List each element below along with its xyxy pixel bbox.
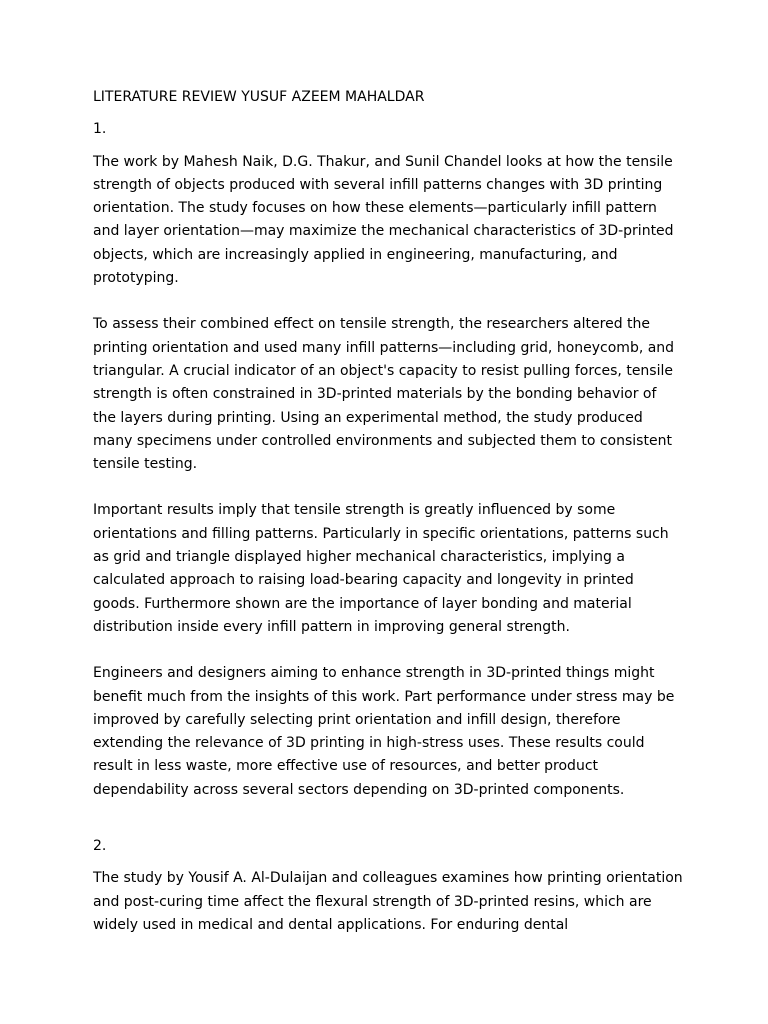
- paragraph: To assess their combined effect on tensile strength, the researchers altered the printing orientation and used many infill patterns—including grid, honeycomb, and triangular. A crucial indicator of an object's capacity to resist pulling forces, tensile strength is often constrained in 3D-printed materials by the bonding behavior of the layers during printing. Using an experimental method, the study produced many specimens under controlled environments and subjected them to consistent tensile testing.: [93, 316, 675, 473]
- paragraph: The study by Yousif A. Al-Dulaijan and colleagues examines how printing orientation and post-curing time affect the flexural strength of 3D-printed resins, which are widely used in medical and dental applications. For enduring dental: [93, 870, 683, 933]
- section-number: 2.: [93, 838, 107, 855]
- paragraph: Engineers and designers aiming to enhance strength in 3D-printed things might benefit much from the insights of this work. Part performance under stress may be improved by carefully selecting print orientation and infill design, therefore extending the relevance of 3D printing in high-stress uses. These results could result in less waste, more effective use of resources, and better product dependability across several sectors depending on 3D-printed components.: [93, 665, 675, 798]
- document-title: LITERATURE REVIEW YUSUF AZEEM MAHALDAR: [93, 89, 425, 105]
- paragraph: The work by Mahesh Naik, D.G. Thakur, and Sunil Chandel looks at how the tensile strength of objects produced with several infill patterns changes with 3D printing orientation. The study focuses on how these elements—particularly infill pattern and layer orientation—may maximize the mechanical characteristics of 3D-printed objects, which are increasingly applied in engineering, manufacturing, and prototyping.: [93, 153, 674, 287]
- document-page: [93, 86, 683, 960]
- paragraph: Important results imply that tensile strength is greatly influenced by some orientations and filling patterns. Particularly in specific orientations, patterns such as grid and triangle displayed higher mechanical characteristics, implying a calculated approach to raising load-bearing capacity and longevity in printed goods. Furthermore shown are the importance of layer bonding and material distribution inside every infill pattern in improving general strength.: [93, 502, 669, 635]
- section-number: 1.: [93, 121, 107, 138]
